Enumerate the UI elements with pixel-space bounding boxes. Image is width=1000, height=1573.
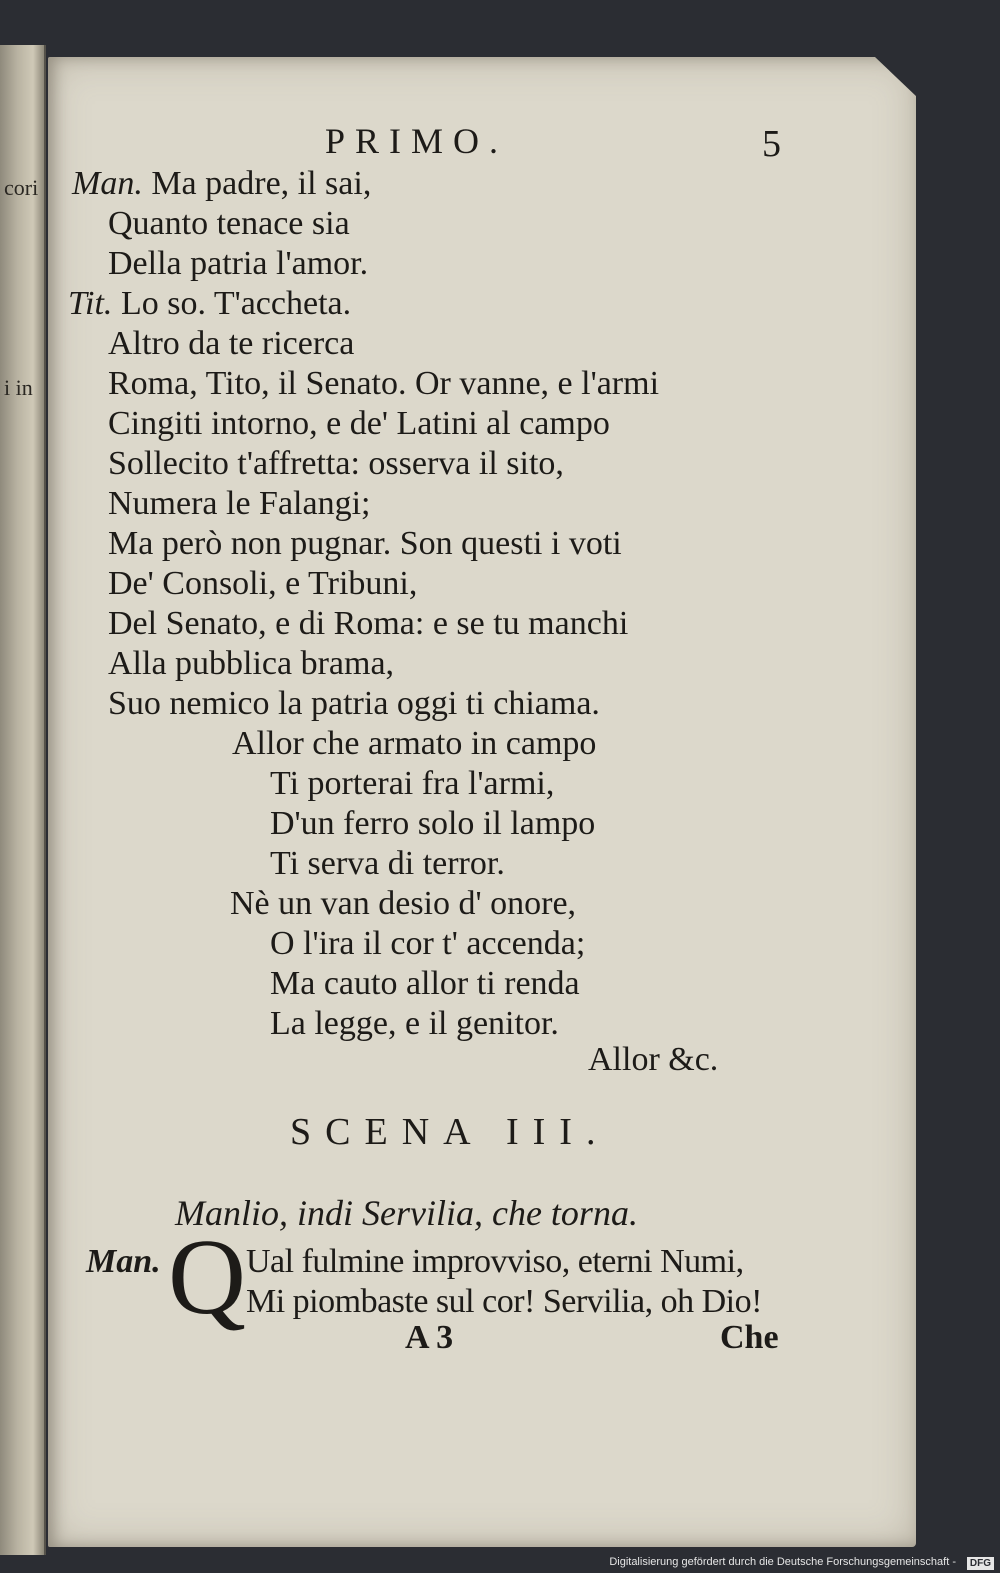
verse-line: Alla pubblica brama, (108, 645, 395, 682)
aria-line: Ti serva di terror. (270, 845, 505, 882)
page-number: 5 (762, 123, 781, 165)
verse-line: Cingiti intorno, e de' Latini al campo (108, 405, 610, 442)
verse-line (72, 164, 371, 204)
verse-line: De' Consoli, e Tribuni, (108, 565, 418, 602)
aria-line: D'un ferro solo il lampo (270, 805, 596, 842)
speaker-label: Tit. (68, 285, 113, 322)
scene-title: SCENA III. (290, 1111, 610, 1153)
drop-cap: Q (168, 1218, 246, 1337)
aria-line: Nè un van desio d' onore, (230, 885, 577, 922)
verse-text: Ma padre, il sai, (151, 165, 372, 202)
verse-line: Sollecito t'affretta: osserva il sito, (108, 445, 564, 482)
aria-line: Ti porterai fra l'armi, (270, 765, 555, 802)
verse-text: Lo so. T'accheta. (120, 285, 352, 322)
verse-line: Suo nemico la patria oggi ti chiama. (108, 685, 600, 722)
verse-line: Altro da te ricerca (108, 325, 355, 362)
speaker-label: Man. (72, 165, 143, 202)
speaker-label: Man. (86, 1243, 161, 1280)
verse-line: Roma, Tito, il Senato. Or vanne, e l'armi (108, 365, 660, 402)
aria-line: Allor che armato in campo (232, 725, 597, 762)
digitization-credit: Digitalisierung gefördert durch die Deutsche Forschungsgemeinschaft - (609, 1556, 956, 1568)
aria-da-capo: Allor &c. (588, 1041, 719, 1078)
verse-line: Del Senato, e di Roma: e se tu manchi (108, 605, 629, 642)
left-page-fragment: cori (4, 175, 39, 200)
aria-line: O l'ira il cor t' accenda; (270, 925, 586, 962)
dfg-logo: DFG (967, 1557, 994, 1570)
aria-line: La legge, e il genitor. (270, 1005, 559, 1042)
signature-mark: A 3 (405, 1319, 454, 1356)
left-page-fragment: i in (4, 375, 33, 400)
verse-line (68, 284, 351, 324)
running-head: PRIMO. (325, 121, 509, 161)
verse-line: Ma però non pugnar. Son questi i voti (108, 525, 622, 562)
left-page-edge (0, 45, 46, 1555)
verse-line: Numera le Falangi; (108, 485, 371, 522)
verse-line: Della patria l'amor. (108, 245, 369, 282)
verse-line: Quanto tenace sia (108, 205, 350, 242)
aria-line: Ma cauto allor ti renda (270, 965, 580, 1002)
catchword: Che (720, 1319, 779, 1356)
stage-direction: Manlio, indi Servilia, che torna. (175, 1193, 638, 1233)
verse-line: Mi piombaste sul cor! Servilia, oh Dio! (246, 1283, 762, 1320)
page-corner-fold (875, 57, 917, 97)
verse-line: Ual fulmine improvviso, eterni Numi, (246, 1243, 744, 1280)
